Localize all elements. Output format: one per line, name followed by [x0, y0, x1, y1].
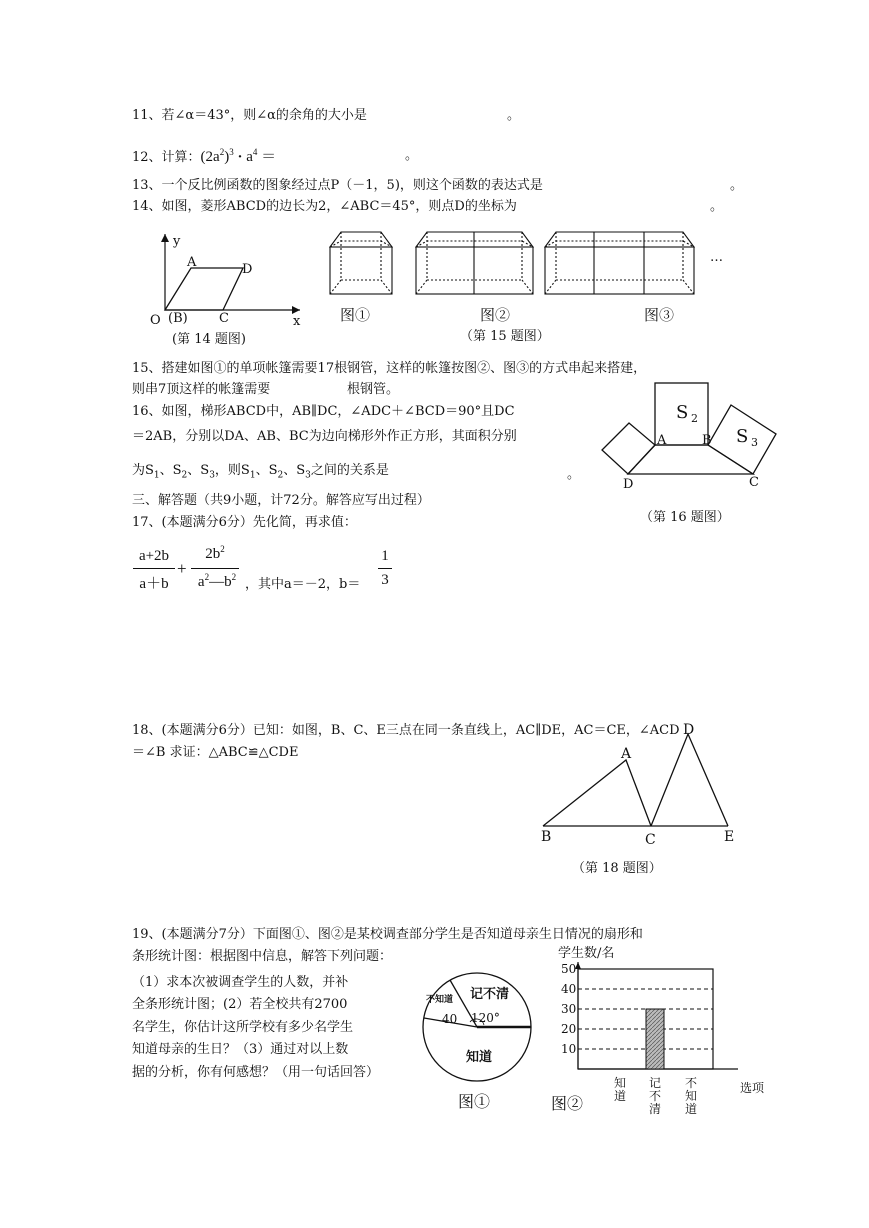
q14-text: 14、如图，菱形ABCD的边长为2，∠ABC＝45°，则点D的坐标为: [132, 199, 517, 214]
origin-label: O: [150, 313, 161, 328]
point-b-label: (B): [168, 311, 188, 326]
point-a-label: A: [187, 255, 197, 270]
q15-line2a: 则串7顶这样的帐篷需要: [132, 382, 271, 397]
b-value-numerator: 1: [381, 548, 389, 564]
tent-1: [330, 232, 392, 294]
x-label: x: [293, 314, 301, 329]
q17-condition: ，其中a＝－2，b＝: [245, 577, 361, 592]
fig18-caption: （第 18 题图）: [572, 861, 662, 876]
q19-line7: 据的分析，你有何感想？（用一句话回答）: [132, 1065, 380, 1080]
x-axis-label: 选项: [740, 1081, 765, 1095]
bar: [646, 1009, 664, 1069]
q16-line3: 为$S_1$、$S_2$、$S_3$，则$S_1$、$S_2$、$S_3$之间的关系是: [132, 463, 389, 481]
q15-line1: 15、搭建如图①的单项帐篷需要17根钢管，这样的帐篷按图②、图③的方式串起来搭建，: [132, 361, 647, 376]
frac1-denominator: a＋b: [139, 576, 169, 592]
y-label: y: [173, 234, 181, 249]
q18-line2: ＝∠B 求证：△ABC≌△CDE: [132, 745, 299, 760]
x-category-label: 知道: [614, 1076, 627, 1103]
point-e-label: E: [724, 829, 735, 845]
fig14-caption: (第 14 题图): [172, 332, 246, 347]
point-b-label: B: [541, 829, 552, 845]
point-d-label: D: [242, 262, 253, 277]
pie-chart: [418, 968, 538, 1088]
q18-line1: 18、(本题满分6分）已知：如图，B、C、E三点在同一条直线上，AC∥DE，AC＝CE，∠ACD: [132, 723, 680, 738]
triangle-cde: [651, 734, 728, 826]
q19-line1: 19、(本题满分7分）下面图①、图②是某校调查部分学生是否知道母亲生日情况的扇形和: [132, 927, 643, 942]
q13-text: 13、一个反比例函数的图象经过点P（－1，5)，则这个函数的表达式是: [132, 178, 543, 193]
y-tick-label: 30: [561, 1002, 577, 1016]
frac2-denominator: $a^2—b^2$: [197, 572, 237, 590]
q15-line2b: 根钢管。: [347, 382, 400, 397]
y-tick-label: 40: [561, 982, 577, 996]
q19-line5: 名学生，你估计这所学校有多少名学生: [132, 1020, 354, 1035]
figure-16: [598, 378, 798, 493]
frac2-numerator: $2b^2$: [205, 544, 225, 562]
tent-2: [416, 232, 533, 294]
q12-text: 12、计算：$(2a^2)^3 \cdot a^4$ ＝: [132, 147, 277, 165]
pie-slice-know-label: 知道: [466, 1050, 493, 1065]
pie-slice-unknown-label: 不知道: [426, 995, 454, 1005]
y-tick-label: 10: [561, 1042, 577, 1056]
point-d-label: D: [683, 722, 695, 738]
section-3-title: 三、解答题（共9小题，计72分。解答应写出过程）: [132, 493, 430, 508]
figure-15: [326, 225, 706, 300]
pie-unknown-angle: 40: [442, 1012, 458, 1026]
fig15-label-3: 图③: [644, 306, 675, 324]
point-b-label: B: [702, 433, 712, 448]
y-tick-label: 50: [561, 962, 577, 976]
q16-end: 。: [567, 467, 581, 482]
fig16-caption: （第 16 题图）: [640, 510, 730, 525]
trapezoid-abcd: [628, 445, 753, 474]
figure-18: [538, 720, 743, 845]
q16-line1: 16、如图，梯形ABCD中，AB∥DC，∠ADC＋∠BCD＝90°且DC: [132, 404, 515, 419]
point-a-label: A: [621, 746, 632, 762]
pie-forget-angle: 120°: [471, 1011, 500, 1025]
rhombus-abcd: [165, 268, 243, 310]
s2-label: S: [676, 402, 689, 423]
y-axis-label: 学生数/名: [558, 946, 615, 961]
s3-label: S: [736, 426, 749, 447]
q19-line2: 条形统计图：根据图中信息，解答下列问题：: [132, 949, 393, 964]
frac1-numerator: a+2b: [138, 548, 170, 564]
triangle-abc: [543, 760, 651, 826]
q17-title: 17、(本题满分6分）先化简，再求值：: [132, 515, 357, 530]
point-a-label: A: [657, 433, 667, 448]
q16-line2: ＝2AB，分别以DA、AB、BC为边向梯形外作正方形，其面积分别: [132, 429, 517, 444]
fig15-ellipsis: …: [710, 250, 723, 265]
plus-sign: +: [177, 559, 187, 578]
q12-end: 。: [405, 148, 419, 163]
point-c-label: C: [749, 475, 759, 490]
fig15-label-2: 图②: [480, 306, 511, 324]
pie-figure-label: 图①: [458, 1092, 491, 1111]
point-d-label: D: [623, 477, 634, 492]
pie-slice-forget-label: 记不清: [470, 987, 510, 1002]
s2-subscript: 2: [691, 412, 698, 425]
q14-end: 。: [710, 199, 724, 214]
fig15-caption: （第 15 题图）: [460, 329, 550, 344]
s3-subscript: 3: [751, 436, 758, 449]
fig15-label-1: 图①: [340, 306, 371, 324]
point-c-label: C: [219, 311, 229, 326]
b-value-denominator: 3: [381, 572, 389, 588]
q13-end: 。: [730, 178, 744, 193]
q19-line3: （1）求本次被调查学生的人数，并补: [132, 975, 349, 990]
x-category-label: 记不清: [649, 1076, 662, 1116]
tent-3: [545, 232, 694, 294]
x-category-label: 不知道: [685, 1076, 698, 1116]
q19-line4: 全条形统计图；(2）若全校共有2700: [132, 997, 348, 1012]
bar-figure-label: 图②: [551, 1094, 584, 1113]
point-c-label: C: [645, 832, 656, 845]
q11-text: 11、若∠α＝43°，则∠α的余角的大小是: [132, 108, 367, 123]
q11-end: 。: [507, 108, 521, 123]
y-tick-label: 20: [561, 1022, 577, 1036]
q19-line6: 知道母亲的生日？（3）通过对以上数: [132, 1042, 349, 1057]
square-s1: [602, 423, 655, 474]
